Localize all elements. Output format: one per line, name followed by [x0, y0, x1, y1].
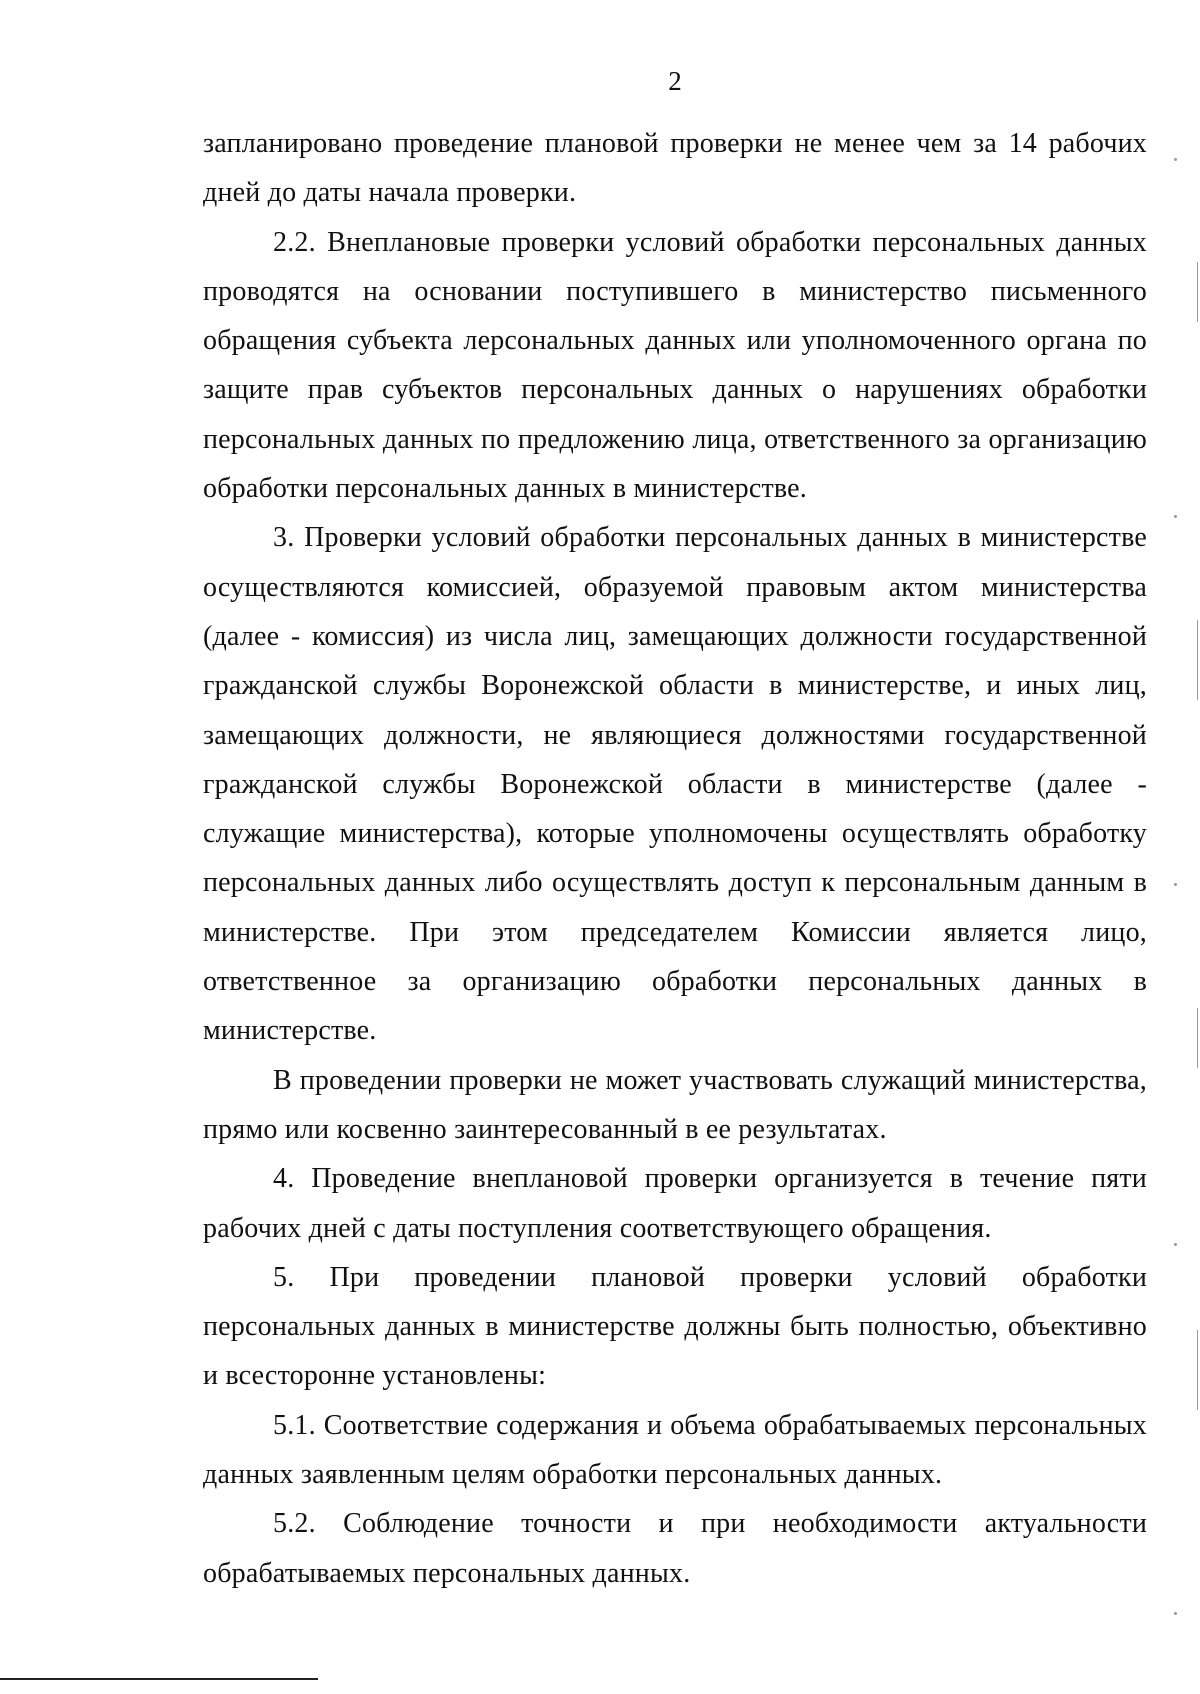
paragraph-2-2-unscheduled-checks: 2.2. Внеплановые проверки условий обработки персональных данных проводятся на основании поступившего в министерство письменного обращения субъекта лерсональных данных или уполномоченного органа по защите прав субъектов персональных данных о нарушениях обработки персональных данных по предложению лица, ответственного за организацию обработки персональных данных в министерстве.	[203, 226, 1147, 505]
scan-edge-mark	[1197, 620, 1198, 700]
page-number: 2	[668, 66, 682, 96]
scan-speck	[1174, 883, 1177, 886]
scan-speck	[1174, 1243, 1177, 1246]
paragraph-continuation: запланировано проведение плановой проверки не менее чем за 14 рабочих дней до даты начала проверки.	[203, 128, 1147, 209]
bottom-border-line	[0, 1678, 318, 1680]
paragraph-5-scheduled-check: 5. При проведении плановой проверки условий обработки персональных данных в министерстве должны быть полностью, объективно и всесторонне установлены:	[203, 1261, 1147, 1392]
paragraph-5-2-accuracy: 5.2. Соблюдение точности и при необходимости актуальности обрабатываемых персональных данных.	[203, 1508, 1147, 1589]
document-body	[203, 119, 1147, 1598]
paragraph-5-1-content-compliance: 5.1. Соответствие содержания и объема обрабатываемых персональных данных заявленным целям обработки персональных данных.	[203, 1409, 1147, 1491]
scan-edge-mark	[1197, 1008, 1198, 1068]
paragraph-4-unscheduled-organization: 4. Проведение внеплановой проверки организуется в течение пяти рабочих дней с даты поступления соответствующего обращения.	[203, 1163, 1147, 1244]
scan-edge-mark	[1197, 262, 1198, 322]
paragraph-conflict-of-interest: В проведении проверки не может участвовать служащий министерства, прямо или косвенно заинтересованный в ее результатах.	[203, 1064, 1147, 1145]
paragraph-3-commission: 3. Проверки условий обработки персональных данных в министерстве осуществляются комиссией, образуемой правовым актом министерства (далее - комиссия) из числа лиц, замещающих должности государственной гражданской службы Воронежской области в министерстве, и иных лиц, замещающих должности, не являющиеся должностями государственной гражданской службы Воронежской области в министерстве (далее - служащие министерства), которые уполномочены осуществлять обработку персональных данных либо осуществлять доступ к персональным данным в министерстве. При этом председателем Комиссии является лицо, ответственное за организацию обработки персональных данных в министерстве.	[203, 522, 1147, 1047]
scan-speck	[1174, 515, 1177, 518]
scan-edge-mark	[1197, 1330, 1198, 1410]
scan-speck	[1174, 1612, 1177, 1615]
scan-speck	[1174, 158, 1177, 161]
